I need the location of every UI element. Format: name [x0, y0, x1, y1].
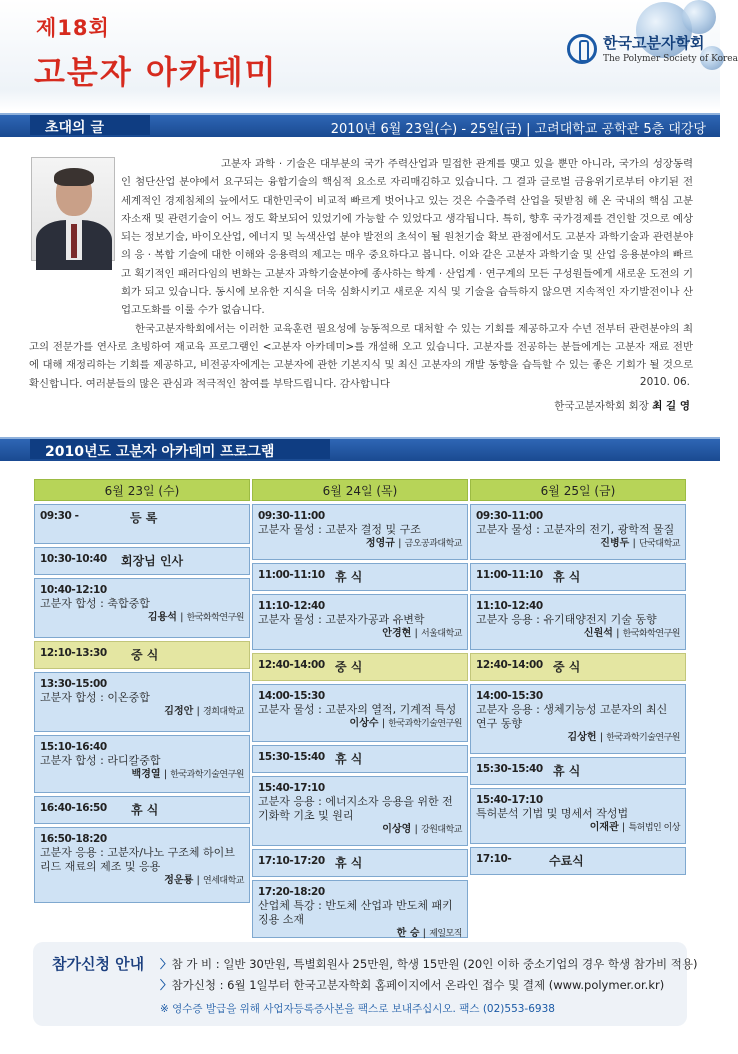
program-bar-label: 2010년도 고분자 아카데미 프로그램 — [45, 444, 275, 460]
registration-note: ※ 영수증 발급을 위해 사업자등록증사본을 팩스로 보내주십시오. 팩스 (02)553-6938 — [160, 1003, 555, 1015]
registration-method: 〉참가신청 : 6월 1일부터 한국고분자학회 홈페이지에서 온라인 접수 및 결제 (www.polymer.or.kr) — [160, 978, 665, 992]
invitation-text — [29, 155, 693, 393]
schedule-slot: 09:30-11:00 고분자 물성 : 고분자의 전기, 광학적 물질 진병두 | 단국대학교 — [470, 504, 686, 560]
schedule-slot: 10:40-12:10 고분자 합성 : 축합중합 김용석 | 한국화학연구원 — [34, 578, 250, 638]
schedule-slot: 13:30-15:00 고분자 합성 : 이온중합 김정안 | 경희대학교 — [34, 672, 250, 732]
schedule-slot: 14:00-15:30 고분자 응용 : 생체기능성 고분자의 최신 연구 동향 김상헌 | 한국과학기술연구원 — [470, 684, 686, 754]
schedule-slot: 09:30-11:00 고분자 물성 : 고분자 결정 및 구조 정영규 | 금오공과대학교 — [252, 504, 468, 560]
society-name-en: The Polymer Society of Korea — [603, 54, 738, 64]
decorative-sphere-icon — [682, 0, 716, 34]
invitation-bar — [0, 113, 720, 137]
schedule-slot: 11:00-11:10 휴 식 — [470, 563, 686, 591]
schedule-slot: 17:10- 수료식 — [470, 847, 686, 875]
schedule-slot: 15:30-15:40 휴 식 — [470, 757, 686, 785]
society-name-ko: 한국고분자학회 — [603, 34, 705, 52]
day-column-2 — [252, 479, 468, 938]
schedule-slot: 09:30 - 등 록 — [34, 504, 250, 544]
letter-signature — [554, 398, 690, 413]
schedule-slot: 17:10-17:20 휴 식 — [252, 849, 468, 877]
schedule-slot: 17:20-18:20 산업체 특강 : 반도체 산업과 반도체 패키징용 소재 한 승 | 제일모직 — [252, 880, 468, 938]
event-date-venue: 2010년 6월 23일(수) - 25일(금) | 고려대학교 공학관 5층 대강당 — [330, 122, 706, 137]
schedule-slot: 11:10-12:40 고분자 물성 : 고분자가공과 유변학 안경현 | 서울대학교 — [252, 594, 468, 650]
signer-title: 한국고분자학회 회장 — [554, 400, 649, 412]
lunch-slot: 12:10-13:30 중 식 — [34, 641, 250, 669]
schedule-slot: 15:40-17:10 고분자 응용 : 에너지소자 응용을 위한 전기화학 기초 및 원리 이상영 | 강원대학교 — [252, 776, 468, 846]
invitation-bar-label: 초대의 글 — [45, 120, 104, 136]
day-header: 6월 25일 (금) — [470, 479, 686, 501]
day-column-3 — [470, 479, 686, 875]
schedule-slot: 10:30-10:40 회장님 인사 — [34, 547, 250, 575]
chevron-right-icon: 〉 — [160, 957, 172, 971]
edition-label: 제18회 — [36, 16, 110, 40]
schedule-slot: 15:10-16:40 고분자 합성 : 라디칼중합 백경열 | 한국과학기술연구원 — [34, 735, 250, 793]
page-title: 고분자 아카데미 — [34, 53, 278, 91]
lunch-slot: 12:40-14:00 중 식 — [470, 653, 686, 681]
registration-fee: 〉참 가 비 : 일반 30만원, 특별회원사 25만원, 학생 15만원 (20인 이하 중소기업의 경우 학생 참가비 적용) — [160, 957, 698, 971]
invitation-paragraph-1: 고분자 과학 · 기술은 대부분의 국가 주력산업과 밀접한 관계를 맺고 있을 뿐만 아니라, 국가의 성장동력인 첨단산업 분야에서 요구되는 융합기술의 핵심적 요소로 자리매김하고 있습니다. 그 결과 글로벌 금융위기로부터 야기된 전 세계적인 경제침체의 늪에서도 대한민국이 비교적 빠르게 벗어나고 있는 것은 수출주력 산업을 뒷받침 해 온 국내의 핵심 고분자소재 및 관련기술이 어느 정도 확보되어 있었기에 가능할 수 있었다고 생각됩니다. 특히, 향후 국가경제를 견인할 것으로 예상되는 정보기술, 바이오산업, 에너지 및 녹색산업 분야 발전의 초석이 될 원천기술 확보 관점에서도 고분자 과학기술과 관련분야의 응 · 복합 기술에 대한 이해와 응용력의 제고는 매우 중요하다고 봅니다. 이와 같은 고분자 과학기술 및 산업 응용분야의 빠르고 획기적인 패러다임의 변화는 고분자 과학기술분야에 종사하는 학계 · 산업계 · 연구계의 모든 구성원들에게 새로운 도전의 기회가 되고 있습니다. 동시에 보유한 지식을 더욱 심화시키고 새로운 지식 및 기술을 습득하지 않으면 지속적인 자기발전이나 산업고도화를 이룰 수가 없습니다. — [121, 158, 693, 317]
schedule-slot: 16:50-18:20 고분자 응용 : 고분자/나노 구조체 하이브리드 재료의 제조 및 응용 정운룡 | 연세대학교 — [34, 827, 250, 903]
signer-name: 최 길 영 — [652, 400, 690, 412]
letter-date: 2010. 06. — [639, 376, 690, 388]
society-logo — [567, 32, 738, 72]
society-emblem-icon — [567, 34, 597, 64]
day-header: 6월 24일 (목) — [252, 479, 468, 501]
schedule-slot: 15:40-17:10 특허분석 기법 및 명세서 작성법 이재관 | 특허법인 이상 — [470, 788, 686, 844]
schedule-slot: 11:10-12:40 고분자 응용 : 유기태양전지 기술 동향 신원석 | 한국화학연구원 — [470, 594, 686, 650]
schedule-slot: 14:00-15:30 고분자 물성 : 고분자의 열적, 기계적 특성 이상수 | 한국과학기술연구원 — [252, 684, 468, 742]
program-bar — [0, 437, 720, 461]
schedule-slot: 15:30-15:40 휴 식 — [252, 745, 468, 773]
invitation-paragraph-2: 한국고분자학회에서는 이러한 교육훈련 필요성에 능동적으로 대처할 수 있는 기회를 제공하고자 수년 전부터 관련분야의 최고의 전문가를 연사로 초빙하여 재교육 프로그램인 <고분자 아카데미>를 개설해 오고 있습니다. 고분자를 전공하는 분들에게는 고분자 재료 전반에 대해 재정리하는 기회를 제공하고, 비전공자에게는 고분자에 관한 기본지식 및 최신 고분자의 개발 동향을 습득할 수 있는 좋은 기회가 될 것으로 확신합니다. 여러분들의 많은 관심과 적극적인 참여를 부탁드립니다. 감사합니다 — [29, 322, 693, 390]
day-column-1 — [34, 479, 250, 903]
registration-title: 참가신청 안내 — [52, 955, 145, 973]
schedule-slot: 11:00-11:10 휴 식 — [252, 563, 468, 591]
chevron-right-icon: 〉 — [160, 978, 172, 992]
day-header: 6월 23일 (수) — [34, 479, 250, 501]
schedule-slot: 16:40-16:50 휴 식 — [34, 796, 250, 824]
lunch-slot: 12:40-14:00 중 식 — [252, 653, 468, 681]
